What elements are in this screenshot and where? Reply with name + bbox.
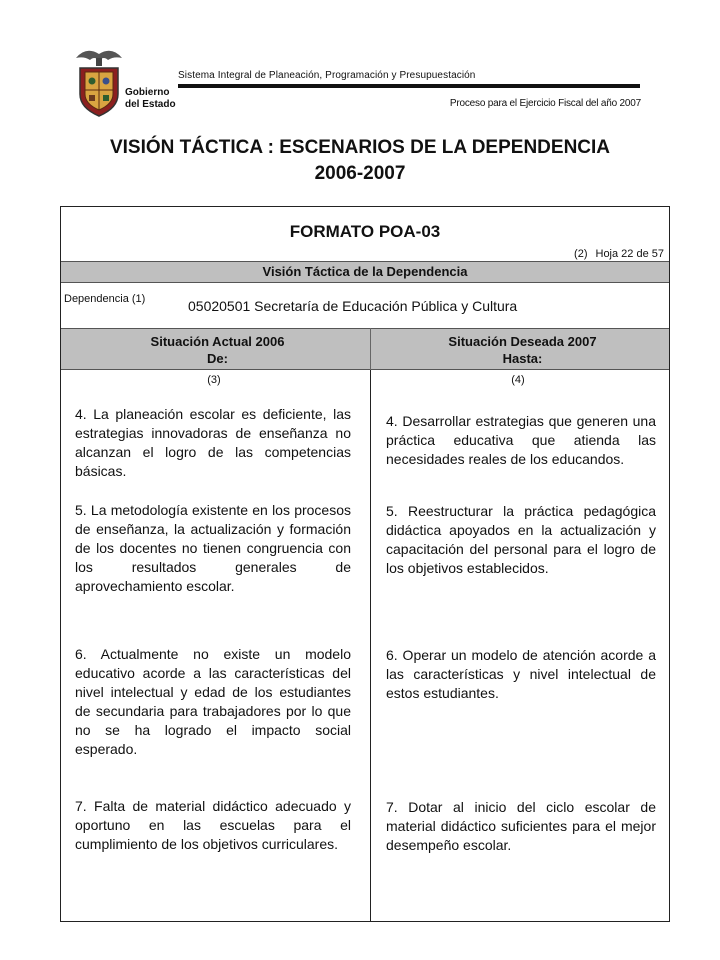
col-header-actual: Situación Actual 2006 De:: [150, 334, 285, 366]
ref-deseada: (4): [511, 374, 525, 386]
form-name: FORMATO POA-03: [289, 222, 441, 241]
ref-actual: (3): [207, 374, 221, 386]
section-title: Visión Táctica de la Dependencia: [61, 261, 669, 283]
actual-item-7: 7. Falta de material didáctico adecuado y oportuno en las escuelas para el cumplimiento de los objetivos curriculares.: [75, 798, 351, 852]
column-divider: [370, 370, 371, 922]
gobierno-label: Gobierno del Estado: [125, 87, 176, 110]
header-rule: [178, 84, 640, 88]
deseada-item-7: 7. Dotar al inicio del ciclo escolar de material didáctico suficientes para el mejor desempeño escolar.: [386, 799, 656, 853]
actual-item-5: 5. La metodología existente en los procesos de enseñanza, la actualización y formación de los docentes no tienen congruencia con los resultados generales de aprovechamiento escolar.: [75, 502, 351, 594]
process-label: Proceso para el Ejercicio Fiscal del año 2007: [449, 98, 641, 109]
state-coat-of-arms-icon: [74, 44, 124, 118]
actual-item-6: 6. Actualmente no existe un modelo educativo acorde a las características del nivel intelectual y edad de los estudiantes de secundaria para trabajadores por lo que no se ha logrado el impacto social esperado.: [75, 646, 351, 757]
sheet-number: (2) Hoja 22 de 57: [574, 248, 664, 260]
column-header-band: [61, 328, 669, 370]
deseada-item-6: 6. Operar un modelo de atención acorde a las características y nivel intelectual de estos estudiantes.: [386, 647, 656, 701]
col-header-deseada: Situación Deseada 2007 Hasta:: [448, 334, 597, 366]
deseada-item-4: 4. Desarrollar estrategias que generen una práctica educativa que atienda las necesidades reales de los educandos.: [386, 413, 656, 467]
actual-item-4: 4. La planeación escolar es deficiente, las estrategias innovadoras de enseñanza no alcanzan el logro de las competencias básicas.: [75, 406, 351, 479]
header-divider: [370, 328, 371, 370]
dependencia-label: Dependencia (1): [64, 293, 146, 305]
deseada-item-5: 5. Reestructurar la práctica pedagógica didáctica apoyados en la actualización y capacitación del personal para el logro de los objetivos establecidos.: [386, 503, 656, 576]
system-name: Sistema Integral de Planeación, Programación y Presupuestación: [178, 70, 476, 81]
page-title: VISIÓN TÁCTICA : ESCENARIOS DE LA DEPENDENCIA 2006-2007: [109, 137, 611, 184]
dependencia-value: 05020501 Secretaría de Educación Pública y Cultura: [188, 298, 518, 314]
